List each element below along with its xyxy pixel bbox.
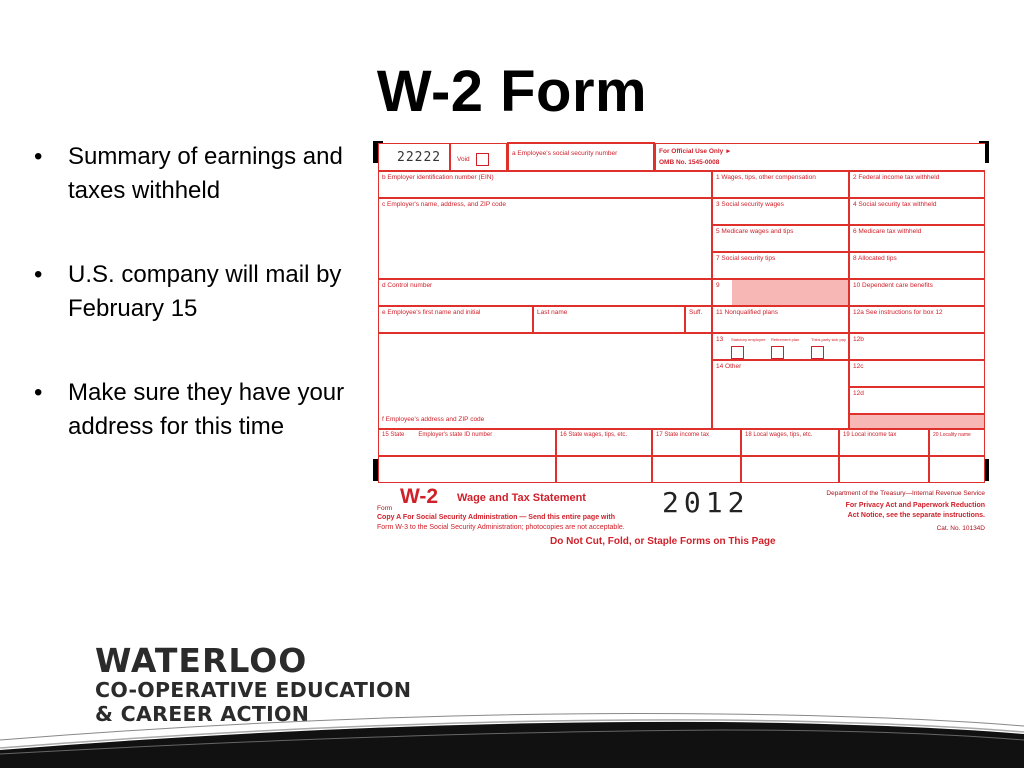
statutory-employee-label: Statutory employee [731, 337, 766, 342]
box-16-label: 16 State wages, tips, etc. [560, 432, 628, 438]
statutory-employee-checkbox [731, 346, 744, 359]
box-20 [929, 429, 985, 456]
bullet-text: U.S. company will mail by February 15 [68, 261, 342, 322]
box-d-label: d Control number [382, 282, 433, 289]
form-code: 22222 [397, 150, 442, 165]
box-12d-label: 12d [853, 390, 864, 397]
box-e-first-label: e Employee's first name and initial [382, 309, 481, 316]
third-party-sick-pay-label: Third-party sick pay [811, 337, 846, 342]
state-row-2-17 [652, 456, 741, 483]
box-e-suff-label: Suff. [689, 309, 703, 316]
box-12-shaded [849, 414, 985, 429]
box-10-label: 10 Dependent care benefits [853, 282, 933, 289]
bullet-text: Make sure they have your address for this time [68, 379, 345, 440]
box-12a-label: 12a See instructions for box 12 [853, 309, 943, 316]
form-year: 2012 [662, 486, 750, 519]
retirement-plan-checkbox [771, 346, 784, 359]
cat-number: Cat. No. 10134D [936, 525, 985, 532]
box-9-shaded [732, 279, 849, 306]
box-15 [378, 429, 556, 456]
do-not-cut-note: Do Not Cut, Fold, or Staple Forms on This Page [550, 536, 776, 547]
box-f [378, 333, 712, 429]
void-checkbox [476, 153, 489, 166]
state-row-2 [378, 456, 556, 483]
box-1 [712, 171, 849, 198]
box-13 [712, 333, 849, 360]
box-12c [849, 360, 985, 387]
box-7 [712, 252, 849, 279]
bullet-text: Summary of earnings and taxes withheld [68, 143, 343, 204]
box-19-label: 19 Local income tax [843, 432, 897, 438]
logo-line-1: WATERLOO [95, 641, 308, 680]
bullet-item [28, 376, 368, 444]
state-row-2-16 [556, 456, 652, 483]
box-19 [839, 429, 929, 456]
box-2-label: 2 Federal income tax withheld [853, 174, 940, 181]
slide-title: W-2 Form [376, 59, 648, 124]
form-name: W-2 [400, 485, 439, 508]
box-13-label: 13 [716, 336, 724, 343]
box-3 [712, 198, 849, 225]
third-party-sick-pay-checkbox [811, 346, 824, 359]
box-12b [849, 333, 985, 360]
retirement-plan-label: Retirement plan [771, 337, 800, 342]
box-10 [849, 279, 985, 306]
box-7-label: 7 Social security tips [716, 255, 776, 262]
box-e-first [378, 306, 533, 333]
box-e-suff [685, 306, 712, 333]
box-5-label: 5 Medicare wages and tips [716, 228, 794, 235]
box-12c-label: 12c [853, 363, 864, 370]
box-17 [652, 429, 741, 456]
state-row-2-18 [741, 456, 839, 483]
box-8-label: 8 Allocated tips [853, 255, 897, 262]
box-8 [849, 252, 985, 279]
footer-swoosh-graphic [0, 680, 1024, 768]
box-b-label: b Employer identification number (EIN) [382, 174, 494, 181]
bullet-dot-icon: • [34, 261, 43, 288]
form-title: Wage and Tax Statement [457, 492, 586, 504]
form-code-box [378, 143, 450, 171]
box-15-label: 15 State [382, 432, 405, 438]
box-6-label: 6 Medicare tax withheld [853, 228, 922, 235]
box-4 [849, 198, 985, 225]
box-2 [849, 171, 985, 198]
official-use-box [655, 143, 985, 171]
box-14 [712, 360, 849, 429]
box-16 [556, 429, 652, 456]
box-5 [712, 225, 849, 252]
box-20-label: 20 Locality name [933, 432, 971, 438]
privacy-line-1: For Privacy Act and Paperwork Reduction [845, 502, 985, 509]
box-f-label: f Employee's address and ZIP code [382, 416, 485, 423]
box-4-label: 4 Social security tax withheld [853, 201, 937, 208]
box-c-label: c Employer's name, address, and ZIP code [382, 201, 506, 208]
box-d [378, 279, 712, 306]
box-18-label: 18 Local wages, tips, etc. [745, 432, 813, 438]
box-18 [741, 429, 839, 456]
box-e-last [533, 306, 685, 333]
logo-line-2: CO-OPERATIVE EDUCATION [95, 678, 412, 702]
privacy-line-2: Act Notice, see the separate instructions. [847, 512, 985, 519]
w2-form-image [375, 141, 989, 553]
bullet-list [28, 140, 368, 494]
copy-a-line-1: Copy A For Social Security Administration — Send this entire page with [377, 514, 616, 521]
employee-ssn-box [507, 142, 655, 172]
box-14-label: 14 Other [716, 363, 742, 370]
box-1-label: 1 Wages, tips, other compensation [716, 174, 816, 181]
box-12a [849, 306, 985, 333]
box-12b-label: 12b [853, 336, 864, 343]
box-9-label: 9 [716, 282, 720, 289]
logo-line-3: & CAREER ACTION [95, 702, 310, 726]
box-c [378, 198, 712, 279]
copy-a-line-2: Form W-3 to the Social Security Administration; photocopies are not acceptable. [377, 524, 625, 531]
state-row-2-20 [929, 456, 985, 483]
box-e-last-label: Last name [537, 309, 568, 316]
bullet-item [28, 140, 368, 208]
official-use-label: For Official Use Only ► [659, 148, 732, 155]
bullet-dot-icon: • [34, 379, 43, 406]
omb-label: OMB No. 1545-0008 [659, 159, 720, 166]
void-label: Void [457, 156, 470, 164]
bullet-item [28, 258, 368, 326]
box-12d [849, 387, 985, 414]
box-11 [712, 306, 849, 333]
bullet-dot-icon: • [34, 143, 43, 170]
dept-label: Department of the Treasury—Internal Revenue Service [826, 490, 985, 497]
void-box [450, 143, 507, 171]
form-word: Form [377, 505, 393, 512]
box-3-label: 3 Social security wages [716, 201, 784, 208]
box-6 [849, 225, 985, 252]
box-b [378, 171, 712, 198]
box-15-employer-id-label: Employer's state ID number [418, 432, 493, 438]
state-row-2-19 [839, 456, 929, 483]
box-11-label: 11 Nonqualified plans [716, 309, 779, 316]
box-17-label: 17 State income tax [656, 432, 710, 438]
ssn-label: a Employee's social security number [512, 150, 618, 157]
